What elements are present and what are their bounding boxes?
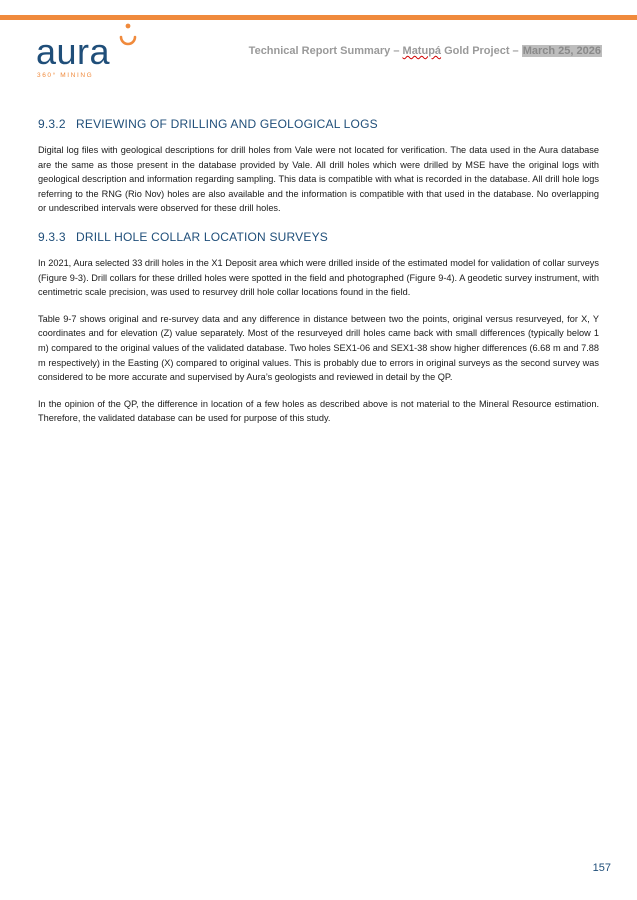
section-title: REVIEWING OF DRILLING AND GEOLOGICAL LOGS <box>76 117 378 131</box>
section-number: 9.3.2 <box>38 117 66 131</box>
paragraph: Digital log files with geological descriptions for drill holes from Vale were not located for verification. The data used in the Aura database are the same as those present in the database provided by Vale. All drill holes which were drilled by MSE have the original logs with geological description and information regarding sampling. This data is compatible with what is recorded in the database. All drill hole logs referring to the RNG (Rio Nov) holes are also available and the information is compatible with that used in the database. No overlapping or undescribed intervals were observed for these drill holes. <box>38 145 599 214</box>
logo-mark-icon <box>118 22 146 48</box>
paragraph: In the opinion of the QP, the difference in location of a few holes as described above is not material to the Mineral Resource estimation. Therefore, the validated database can be used for purpose of this study. <box>38 398 599 424</box>
header-date: March 25, 2026 <box>522 45 601 57</box>
section-heading-9-3-2 <box>38 117 599 131</box>
document-body <box>38 117 599 426</box>
header-project-word: Matupá <box>402 45 442 57</box>
header-title-middle: Gold Project – <box>441 45 522 57</box>
logo-tagline: 360° MINING <box>37 72 94 79</box>
section-number: 9.3.3 <box>38 229 66 244</box>
header-title-prefix: Technical Report Summary – <box>248 45 403 57</box>
report-header-title <box>249 45 602 57</box>
section-title: DRILL HOLE COLLAR LOCATION SURVEYS <box>76 229 328 244</box>
paragraph: In 2021, Aura selected 33 drill holes in the X1 Deposit area which were drilled inside of the estimated model for validation of collar surveys (Figure 9-3). Drill collars for these drilled holes were spotted in the field and photographed (Figure 9-4). A geodetic survey instrument, with centimetric scale precision, was used to resurvey drill hole collar locations found in the field. <box>38 257 599 298</box>
page-number: 157 <box>592 862 611 874</box>
aura-logo <box>36 22 148 84</box>
logo-wordmark: aura <box>36 31 111 72</box>
paragraph: Table 9-7 shows original and re-survey data and any difference in distance between two the points, original versus resurveyed, for X, Y coordinates and for elevation (Z) value separately. Most of the resurveyed drill holes came back with small differences (typically below 1 m) compared to the original values of the validated database. Two holes SEX1-06 and SEX1-38 show higher differences (6.68 m and 7.88 m respectively) in the Easting (X) compared to original values. This is probably due to errors in original surveys as the second survey was considered to be more accurate and supervised by Aura’s geologists and reviewed in detail by the QP. <box>38 313 599 383</box>
header-accent-bar <box>0 15 637 20</box>
section-heading-9-3-3 <box>38 230 599 244</box>
